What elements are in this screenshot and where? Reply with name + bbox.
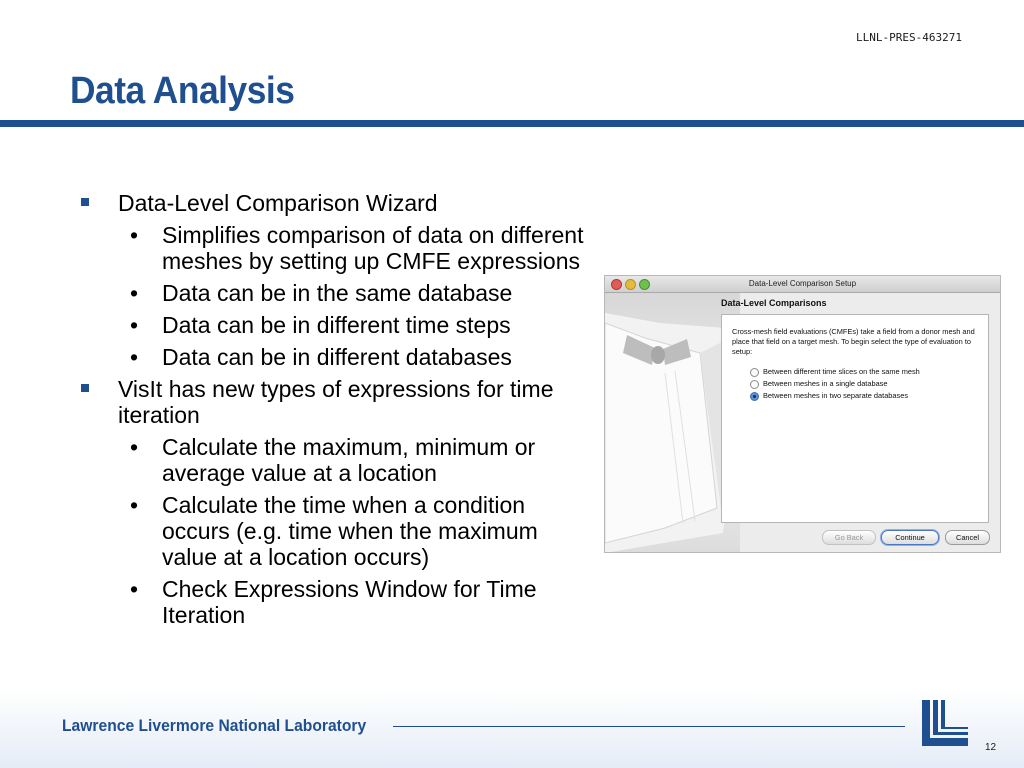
tuxedo-illustration (605, 293, 740, 553)
sub-bullet-text: Calculate the maximum, minimum or average value at a location (162, 434, 536, 486)
dot-bullet-icon: • (130, 280, 139, 306)
dot-bullet-icon: • (130, 344, 139, 370)
slide-title: Data Analysis (70, 70, 295, 112)
continue-button[interactable]: Continue (881, 530, 939, 545)
bullet-item (78, 190, 598, 216)
sub-bullet-item (78, 344, 598, 370)
sub-bullet-text: Data can be in different time steps (162, 312, 511, 338)
radio-option-single-database[interactable] (750, 379, 888, 389)
bullet-text: Data-Level Comparison Wizard (118, 190, 438, 216)
footer-rule (393, 726, 905, 727)
radio-option-separate-databases[interactable] (750, 391, 908, 401)
square-bullet-icon (81, 384, 89, 392)
sub-bullet-item (78, 576, 598, 628)
dot-bullet-icon: • (130, 492, 139, 518)
dialog-heading: Data-Level Comparisons (721, 298, 827, 308)
sub-bullet-text: Simplifies comparison of data on different meshes by setting up CMFE expressions (162, 222, 584, 274)
title-rule (0, 120, 1024, 127)
window-titlebar (605, 276, 1000, 293)
sub-bullet-item (78, 280, 598, 306)
document-id: LLNL-PRES-463271 (856, 31, 962, 44)
bullet-list (78, 190, 598, 634)
dot-bullet-icon: • (130, 222, 139, 248)
go-back-button[interactable]: Go Back (822, 530, 876, 545)
bullet-text: VisIt has new types of expressions for time iteration (118, 376, 554, 428)
radio-unchecked-icon[interactable] (750, 380, 759, 389)
dialog-content-box (721, 314, 989, 523)
radio-label: Between meshes in a single database (763, 379, 888, 388)
cancel-button[interactable]: Cancel (945, 530, 990, 545)
sub-bullet-item (78, 492, 598, 570)
minimize-window-icon[interactable] (625, 279, 636, 290)
radio-unchecked-icon[interactable] (750, 368, 759, 377)
window-title: Data-Level Comparison Setup (748, 279, 857, 288)
bullet-item (78, 376, 598, 428)
radio-checked-icon[interactable] (750, 392, 759, 401)
tuxedo-art-icon (605, 293, 740, 553)
sub-bullet-item (78, 222, 598, 274)
sub-bullet-item (78, 434, 598, 486)
square-bullet-icon (81, 198, 89, 206)
footer (0, 690, 1024, 768)
radio-label: Between meshes in two separate databases (763, 391, 909, 400)
sub-bullet-text: Calculate the time when a condition occurs (e.g. time when the maximum value at a location occurs) (162, 492, 538, 570)
close-window-icon[interactable] (611, 279, 622, 290)
llnl-logo-icon (918, 698, 972, 752)
dialog-screenshot (604, 275, 1001, 553)
page-number: 12 (985, 742, 997, 753)
zoom-window-icon[interactable] (639, 279, 650, 290)
dialog-description: Cross-mesh field evaluations (CMFEs) take a field from a donor mesh and place that field on a target mesh. To begin select the type of evaluation to setup: (732, 327, 975, 356)
radio-label: Between different time slices on the same mesh (763, 367, 920, 376)
lab-name: Lawrence Livermore National Laboratory (62, 716, 367, 735)
sub-bullet-text: Check Expressions Window for Time Iteration (162, 576, 537, 628)
dot-bullet-icon: • (130, 434, 139, 460)
sub-bullet-text: Data can be in the same database (162, 280, 513, 306)
sub-bullet-text: Data can be in different databases (162, 344, 512, 370)
dot-bullet-icon: • (130, 576, 139, 602)
radio-option-time-slices[interactable] (750, 367, 920, 377)
llnl-logo (918, 698, 972, 757)
dot-bullet-icon: • (130, 312, 139, 338)
sub-bullet-item (78, 312, 598, 338)
